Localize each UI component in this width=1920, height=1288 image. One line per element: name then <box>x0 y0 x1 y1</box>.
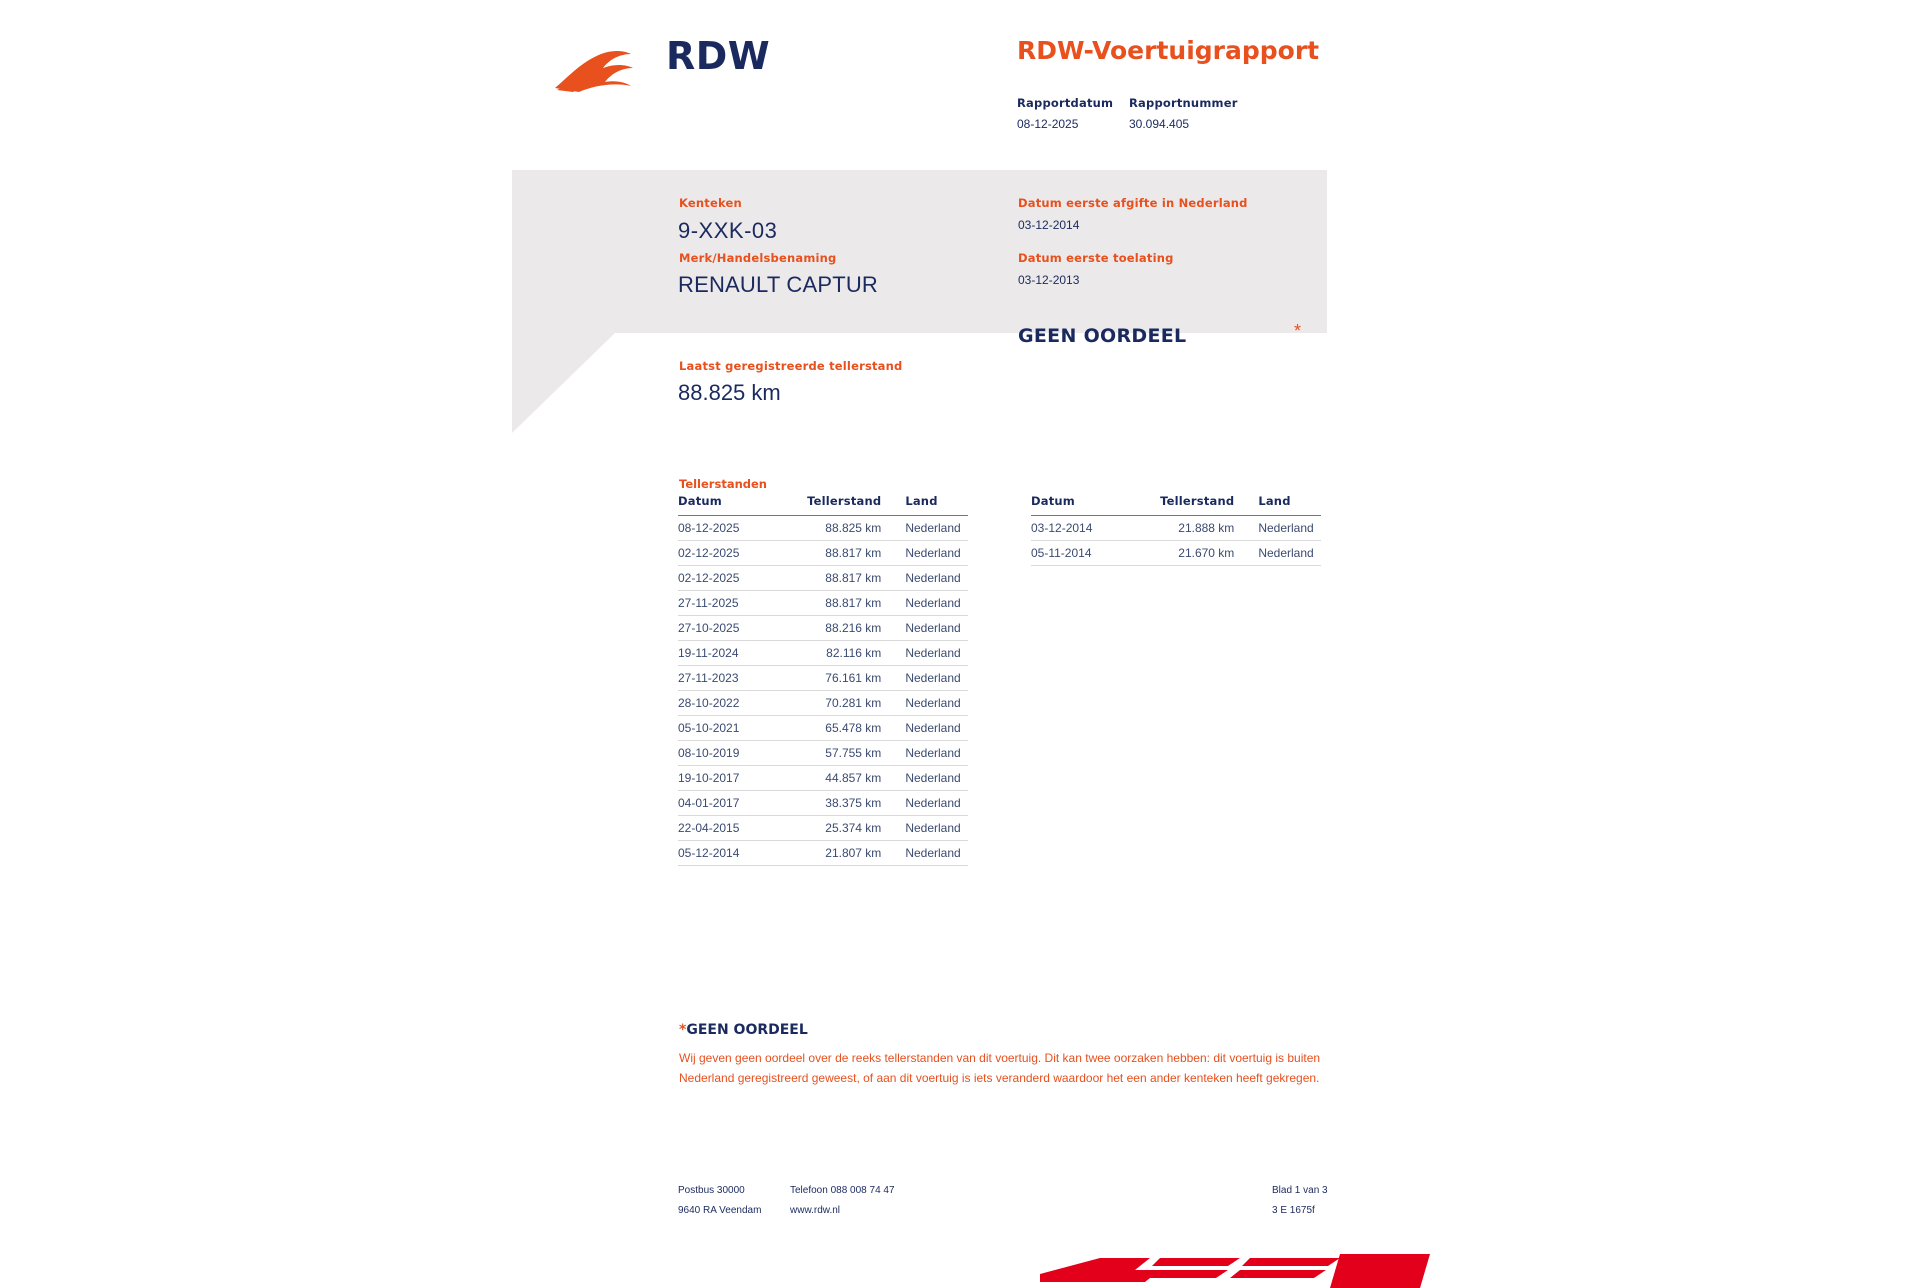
footnote-title <box>679 1022 808 1038</box>
cell-land: Nederland <box>889 541 968 566</box>
eerste-afgifte-label: Datum eerste afgifte in Nederland <box>1018 196 1248 210</box>
tellerstanden-table-left <box>678 494 968 866</box>
cell-datum: 28-10-2022 <box>678 691 784 716</box>
col-datum: Datum <box>1031 494 1137 516</box>
footer-right <box>1272 1185 1422 1225</box>
footer-page-number: Blad 1 van 3 <box>1272 1185 1328 1196</box>
footer-doc-reference: 3 E 1675f <box>1272 1205 1315 1216</box>
eerste-afgifte-value: 03-12-2014 <box>1018 218 1080 232</box>
cell-land: Nederland <box>889 766 968 791</box>
oordeel-footnote-marker: * <box>1294 321 1302 341</box>
table-row <box>678 766 968 791</box>
report-number-label: Rapportnummer <box>1129 96 1238 110</box>
table-row <box>678 591 968 616</box>
report-number-group <box>1129 96 1238 131</box>
table-row <box>678 616 968 641</box>
table-header-row <box>678 494 968 516</box>
footnote-body: Wij geven geen oordeel over de reeks tellerstanden van dit voertuig. Dit kan twee oorzaken hebben: dit voertuig is buiten Nederland geregistreerd geweest, of aan dit voertuig is iets veranderd waardoor het een ander kenteken heeft gekregen. <box>679 1051 1321 1085</box>
col-tellerstand: Tellerstand <box>784 494 890 516</box>
cell-datum: 27-11-2023 <box>678 666 784 691</box>
cell-tellerstand: 25.374 km <box>784 816 890 841</box>
tellerstanden-table-right <box>1031 494 1321 566</box>
cell-land: Nederland <box>889 566 968 591</box>
cell-tellerstand: 88.817 km <box>784 591 890 616</box>
cell-tellerstand: 88.817 km <box>784 541 890 566</box>
panel-notch-shape <box>512 333 615 433</box>
cell-land: Nederland <box>889 716 968 741</box>
report-meta <box>1017 96 1417 131</box>
cell-land: Nederland <box>889 691 968 716</box>
cell-tellerstand: 38.375 km <box>784 791 890 816</box>
cell-datum: 22-04-2015 <box>678 816 784 841</box>
merk-label: Merk/Handelsbenaming <box>679 251 837 265</box>
table-row <box>678 566 968 591</box>
cell-tellerstand: 21.670 km <box>1137 541 1243 566</box>
rdw-logo-icon <box>553 48 645 94</box>
cell-datum: 08-10-2019 <box>678 741 784 766</box>
footer-city: 9640 RA Veendam <box>678 1205 762 1216</box>
laatste-tellerstand-label: Laatst geregistreerde tellerstand <box>679 359 903 373</box>
rdw-logo <box>553 28 813 98</box>
cell-datum: 19-11-2024 <box>678 641 784 666</box>
kenteken-label: Kenteken <box>679 196 742 210</box>
footer-left <box>678 1185 1318 1225</box>
kenteken-value: 9-XXK-03 <box>678 218 778 243</box>
page-title: RDW-Voertuigrapport <box>1017 36 1320 65</box>
col-datum: Datum <box>678 494 784 516</box>
col-tellerstand: Tellerstand <box>1137 494 1243 516</box>
cell-datum: 27-11-2025 <box>678 591 784 616</box>
cell-tellerstand: 70.281 km <box>784 691 890 716</box>
col-land: Land <box>889 494 968 516</box>
footer-telefoon: Telefoon 088 008 74 47 <box>790 1185 895 1196</box>
cell-land: Nederland <box>889 841 968 866</box>
report-date-label: Rapportdatum <box>1017 96 1114 110</box>
footer-website[interactable]: www.rdw.nl <box>790 1205 841 1216</box>
cell-land: Nederland <box>889 616 968 641</box>
oordeel-badge: GEEN OORDEEL <box>1018 325 1187 347</box>
cell-tellerstand: 88.825 km <box>784 516 890 541</box>
cell-tellerstand: 21.888 km <box>1137 516 1243 541</box>
rdw-logo-text: RDW <box>666 34 771 78</box>
cell-datum: 05-10-2021 <box>678 716 784 741</box>
cell-land: Nederland <box>889 791 968 816</box>
footer-row <box>678 1205 1318 1225</box>
report-number-value: 30.094.405 <box>1129 117 1190 131</box>
cell-datum: 03-12-2014 <box>1031 516 1137 541</box>
table-row <box>678 716 968 741</box>
table-row <box>678 541 968 566</box>
bottom-decorative-graphic <box>1040 1248 1440 1288</box>
vehicle-summary-panel <box>512 170 1327 333</box>
eerste-toelating-label: Datum eerste toelating <box>1018 251 1174 265</box>
cell-land: Nederland <box>889 516 968 541</box>
col-land: Land <box>1242 494 1321 516</box>
table-row <box>678 841 968 866</box>
table-row <box>678 641 968 666</box>
table-row <box>678 816 968 841</box>
cell-tellerstand: 76.161 km <box>784 666 890 691</box>
cell-land: Nederland <box>889 591 968 616</box>
table-row <box>678 791 968 816</box>
cell-datum: 05-11-2014 <box>1031 541 1137 566</box>
cell-land: Nederland <box>889 641 968 666</box>
cell-datum: 02-12-2025 <box>678 541 784 566</box>
footnote-title-text: GEEN OORDEEL <box>686 1022 808 1038</box>
table-row <box>678 691 968 716</box>
rdw-stripes-icon <box>1040 1248 1440 1288</box>
tellerstanden-title: Tellerstanden <box>679 477 767 491</box>
footer-postbus: Postbus 30000 <box>678 1185 745 1196</box>
cell-tellerstand: 88.216 km <box>784 616 890 641</box>
table-header-row <box>1031 494 1321 516</box>
table-row <box>1031 541 1321 566</box>
table-row <box>678 666 968 691</box>
cell-tellerstand: 88.817 km <box>784 566 890 591</box>
merk-value: RENAULT CAPTUR <box>678 272 879 297</box>
footnote-star: * <box>679 1022 687 1038</box>
cell-datum: 02-12-2025 <box>678 566 784 591</box>
cell-tellerstand: 21.807 km <box>784 841 890 866</box>
eerste-toelating-value: 03-12-2013 <box>1018 273 1080 287</box>
report-date-group <box>1017 96 1129 131</box>
report-date-value: 08-12-2025 <box>1017 117 1079 131</box>
cell-datum: 27-10-2025 <box>678 616 784 641</box>
table-row <box>678 741 968 766</box>
cell-datum: 05-12-2014 <box>678 841 784 866</box>
cell-land: Nederland <box>889 816 968 841</box>
cell-datum: 19-10-2017 <box>678 766 784 791</box>
cell-datum: 08-12-2025 <box>678 516 784 541</box>
table-body-left <box>678 516 968 866</box>
table-row <box>678 516 968 541</box>
table-row <box>1031 516 1321 541</box>
cell-land: Nederland <box>1242 541 1321 566</box>
cell-tellerstand: 65.478 km <box>784 716 890 741</box>
cell-land: Nederland <box>1242 516 1321 541</box>
cell-tellerstand: 82.116 km <box>784 641 890 666</box>
footer-row <box>678 1185 1318 1205</box>
cell-tellerstand: 44.857 km <box>784 766 890 791</box>
laatste-tellerstand-value: 88.825 km <box>678 380 781 405</box>
cell-land: Nederland <box>889 741 968 766</box>
cell-tellerstand: 57.755 km <box>784 741 890 766</box>
cell-land: Nederland <box>889 666 968 691</box>
cell-datum: 04-01-2017 <box>678 791 784 816</box>
table-body-right <box>1031 516 1321 566</box>
